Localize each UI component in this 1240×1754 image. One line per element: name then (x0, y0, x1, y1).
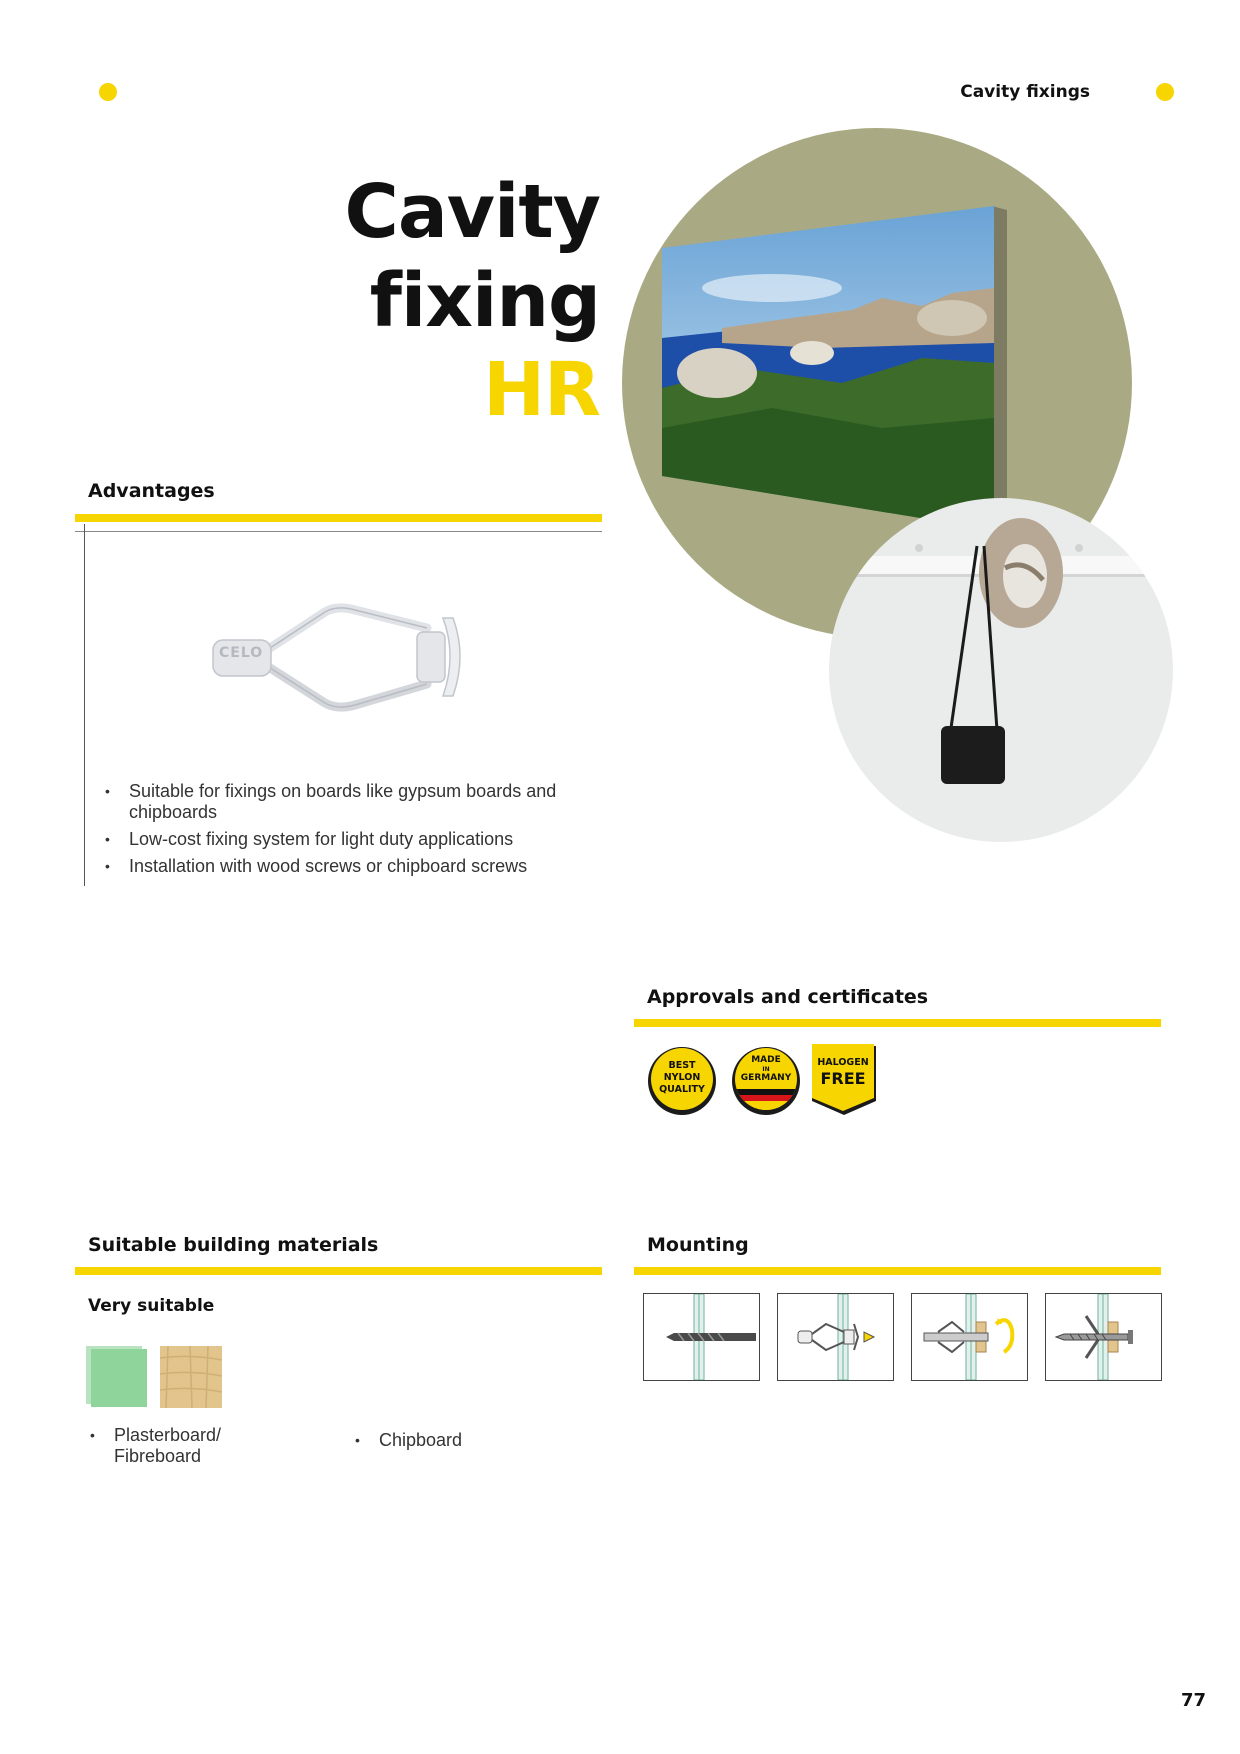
mounting-step-insert-fixing-icon (777, 1293, 894, 1381)
product-brand-mark: CELO (219, 645, 264, 661)
badge-text: QUALITY (659, 1084, 705, 1095)
materials-label: • Plasterboard/ Fibreboard (90, 1425, 270, 1467)
mounting-heading: Mounting (647, 1234, 749, 1256)
advantages-list-item: • Suitable for fixings on boards like gypsum boards and chipboards (105, 781, 565, 823)
mounting-step-drill-hole-icon (643, 1293, 760, 1381)
advantages-list-item: • Low-cost fixing system for light duty applications (105, 829, 565, 850)
badge-text: IN (762, 1066, 770, 1073)
header-section-title: Cavity fixings (960, 82, 1090, 102)
advantages-heading: Advantages (88, 480, 215, 502)
product-image (205, 598, 470, 718)
product-title-line-2: fixing (369, 258, 600, 344)
advantages-grey-rule (75, 531, 602, 532)
badge-text: NYLON (663, 1072, 701, 1083)
accent-dot-right (1156, 83, 1174, 101)
materials-label: • Chipboard (355, 1430, 555, 1451)
best-nylon-quality-badge (646, 1045, 718, 1117)
badge-text: BEST (668, 1060, 696, 1071)
materials-list-item (90, 1425, 270, 1473)
advantages-side-rule (84, 524, 85, 886)
materials-yellow-rule (75, 1267, 602, 1275)
mounting-step-screw-in-icon (1045, 1293, 1162, 1381)
badge-text: HALOGEN (817, 1057, 869, 1068)
badge-text: FREE (820, 1069, 866, 1088)
page-number: 77 (1180, 1690, 1206, 1711)
product-title-code: HR (483, 347, 600, 433)
mounting-yellow-rule (634, 1267, 1161, 1275)
badge-text: MADE (751, 1055, 781, 1065)
approvals-heading: Approvals and certificates (647, 986, 929, 1008)
accent-dot-left (99, 83, 117, 101)
materials-subheading: Very suitable (88, 1296, 215, 1316)
approvals-yellow-rule (634, 1019, 1161, 1027)
made-in-germany-badge (730, 1045, 802, 1117)
product-title-line-1: Cavity (344, 169, 600, 255)
badge-text: GERMANY (740, 1073, 792, 1083)
advantages-list-item: • Installation with wood screws or chipboard screws (105, 856, 565, 877)
materials-list-item (355, 1430, 555, 1457)
plasterboard-swatch (86, 1346, 150, 1408)
halogen-free-badge (809, 1043, 879, 1117)
advantages-yellow-rule (75, 514, 602, 522)
coat-hook-image-circle (829, 498, 1173, 842)
materials-heading: Suitable building materials (88, 1234, 379, 1256)
advantages-list (105, 781, 565, 883)
chipboard-swatch (160, 1346, 222, 1408)
mounting-step-expand-fixing-icon (911, 1293, 1028, 1381)
